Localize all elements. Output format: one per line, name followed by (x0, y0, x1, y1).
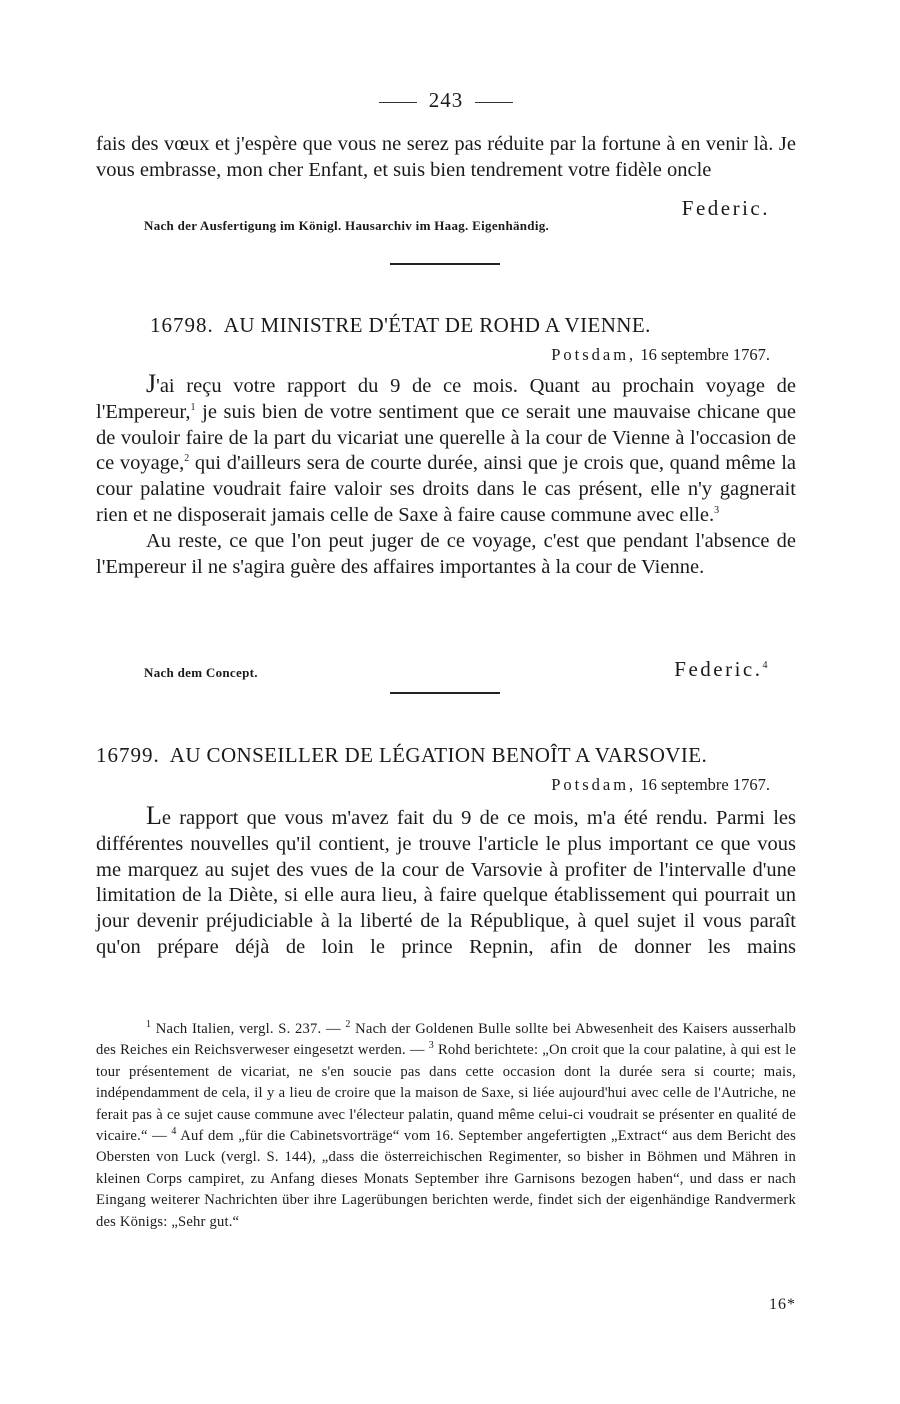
letter-16798-signature-line (674, 657, 770, 682)
signature-mark: 16* (769, 1296, 796, 1313)
letter-16798-text-b: je suis bien de votre sentiment que ce serait une mauvaise chicane que de vouloir faire de la part du vicariat une querelle à la cour de Vienne à l'occasion de ce voyage, (96, 400, 796, 475)
page-number-rule-right (475, 102, 513, 103)
letter-16799-dropcap: L (146, 801, 162, 830)
letter-16798-dateline (551, 345, 770, 365)
letter-16799-body (96, 803, 796, 961)
letter-16798-body (96, 371, 796, 580)
letter-16798-date: 16 septembre 1767. (640, 345, 770, 364)
footnote-3: Rohd berichtete: „On croit que la cour palatine, à qui est le tour présentement de vicariat, ne s'en soucie pas dans cette occasion dont la durée sera si courte; mais, indépendamment de cela, il y a lieu de croire que la maison de Saxe, si liée aujourd'hui avec celle de l'Autriche, ne ferait pas à ce sujet cause commune avec l'électeur palatin, quand même celui-ci voudrait se présenter en qualité de vicaire.“ — (96, 1042, 797, 1145)
letter-16798-dropcap: J (146, 369, 157, 398)
footnote-ref-3: 3 (714, 505, 720, 517)
letter-16799-date: 16 septembre 1767. (640, 775, 770, 794)
letter-16798-paragraph-2: Au reste, ce que l'on peut juger de ce voyage, c'est que pendant l'absence de l'Empereur il ne s'agira guère des affaires importantes à la cour de Vienne. (96, 529, 796, 578)
footnotes (96, 1019, 796, 1233)
letter-16799-text: e rapport que vous m'avez fait du 9 de ce mois, m'a été rendu. Parmi les différentes nouvelles qu'il contient, je trouve l'article le plus important ce que vous me marquez au sujet des vues de la cour de Varsovie à profiter de l'intervalle d'une limitation de la Diète, si elle aura lieu, à faire quelque établissement qui pourrait un jour devenir préjudiciable à la liberté de la République, à quel sujet il vous paraît qu'on prépare déjà de loin le prince Repnin, afin de donner les mains (96, 807, 796, 958)
footnote-mark-4: 4 (171, 1126, 177, 1138)
letter-16799-dateline (551, 775, 770, 795)
letter-16799-paragraph-1 (96, 803, 796, 961)
footnote-ref-4: 4 (762, 660, 770, 671)
letter-16799-title: AU CONSEILLER DE LÉGATION BENOÎT A VARSOVIE. (169, 743, 708, 767)
letter-16799-place: Potsdam, (551, 775, 637, 794)
footnote-ref-1: 1 (190, 401, 196, 413)
letter-16798-paragraph-1 (96, 371, 796, 529)
letter-end (96, 132, 796, 184)
letter-16798-number: 16798. (150, 313, 214, 337)
letter-16799-number: 16799. (96, 743, 160, 767)
section-divider (390, 692, 500, 694)
letter-end-source: Nach der Ausfertigung im Königl. Hausarchiv im Haag. Eigenhändig. (144, 218, 550, 233)
letter-16798-text-a: 'ai reçu votre rapport du 9 de ce mois. Quant au prochain voyage de l'Empereur, (96, 375, 796, 423)
footnote-1: Nach Italien, vergl. S. 237. — (151, 1021, 346, 1037)
page-number: 243 (428, 88, 464, 112)
letter-16798-signature: Federic. (674, 657, 763, 681)
footnote-mark-1: 1 (146, 1019, 152, 1031)
letter-16798-title: AU MINISTRE D'ÉTAT DE ROHD A VIENNE. (223, 313, 651, 337)
footnote-ref-2: 2 (184, 453, 190, 465)
footnotes-text (96, 1019, 796, 1233)
footnote-mark-2: 2 (345, 1019, 351, 1031)
letter-16799-heading (96, 743, 796, 768)
page-number-rule-left (379, 102, 417, 103)
letter-end-signature: Federic. (681, 196, 770, 220)
footnote-mark-3: 3 (428, 1040, 434, 1052)
letter-16798-heading (150, 313, 850, 338)
page-number-line (96, 88, 796, 113)
letter-16798-place: Potsdam, (551, 345, 637, 364)
letter-16798-source: Nach dem Concept. (144, 665, 258, 680)
letter-16798-text-c: qui d'ailleurs sera de courte durée, ainsi que je crois que, quand même la cour palatine voudrait faire valoir ses droits dans le cas présent, elle n'y gagnerait rien et ne disposerait jamais celle de Saxe à faire cause commune avec elle. (96, 452, 796, 526)
footnote-4: Auf dem „für die Cabinetsvorträge“ vom 16. September angefertigten „Extract“ aus dem Bericht des Obersten von Luck (vergl. S. 144), „dass die österreichischen Regimenter, so bisher in Böhmen und Mähren in kleinen Corps campiret, zu Anfang dieses Monats September ihre Garnisons bezogen haben“, und dass er nach Eingang weiterer Nachrichten über ihre Lagerübungen berichten werde, findet sich der eigenhändige Randvermerk des Königs: „Sehr gut.“ (96, 1128, 796, 1230)
footnote-2: Nach der Goldenen Bulle sollte bei Abwesenheit des Kaisers ausserhalb des Reiches ein Reichsverweser eingesetzt werden. — (96, 1021, 796, 1059)
section-divider (390, 263, 500, 265)
letter-end-text: fais des vœux et j'espère que vous ne serez pas réduite par la fortune à en venir là. Je vous embrasse, mon cher Enfant, et suis bien tendrement votre fidèle oncle (96, 133, 796, 181)
